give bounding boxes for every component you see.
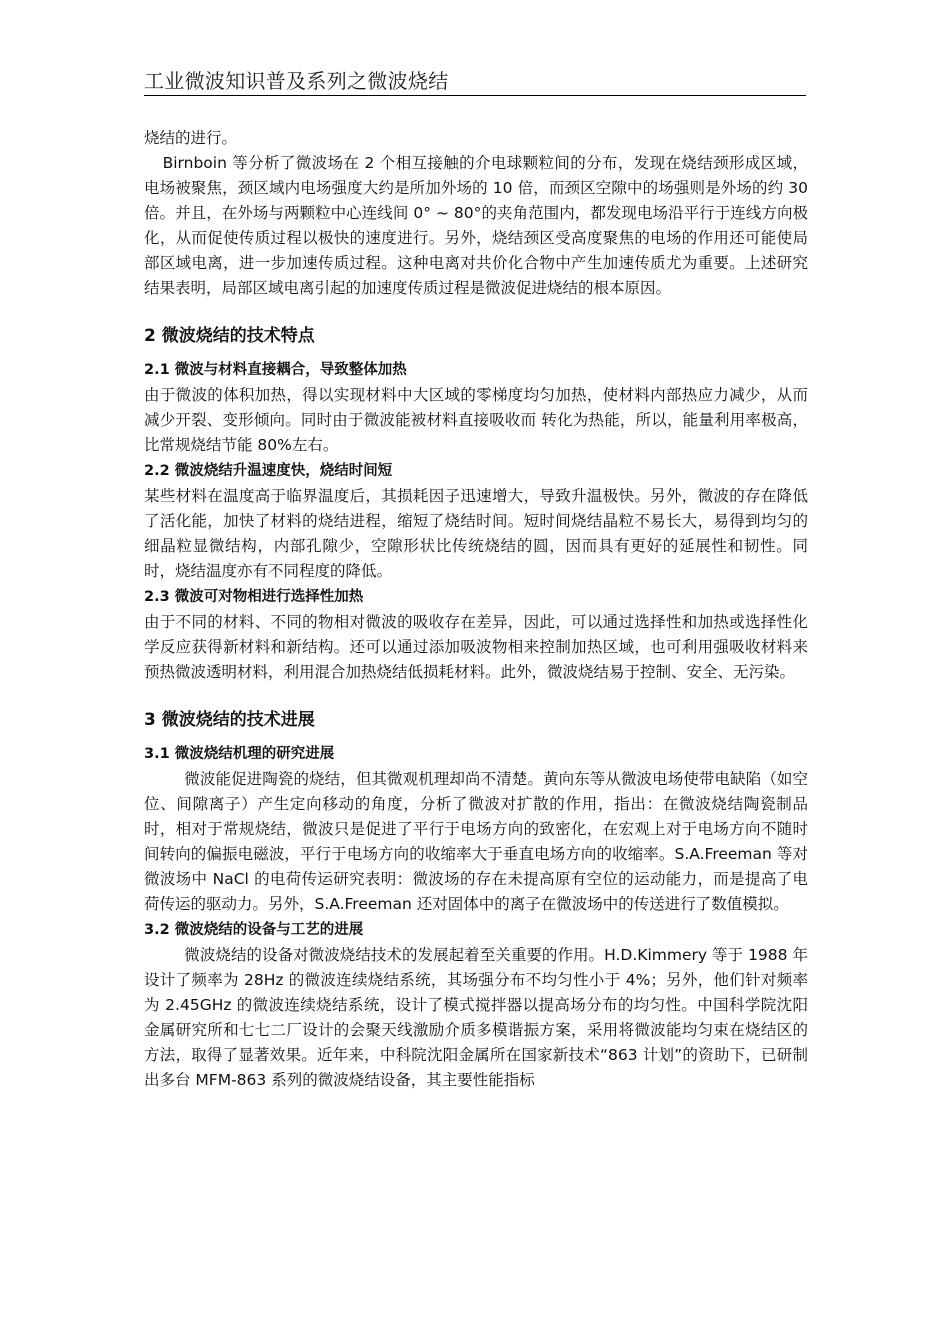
- section-2-2-text: 某些材料在温度高于临界温度后，其损耗因子迅速增大，导致升温极快。另外，微波的存在降低了活化能，加快了材料的烧结进程，缩短了烧结时间。短时间烧结晶粒不易长大，易得到均匀的细晶粒显微结构，内部孔隙少，空隙形状比传统烧结的圆，因而具有更好的延展性和韧性。同时，烧结温度亦有不同程度的降低。: [144, 487, 808, 580]
- document-body: [144, 126, 808, 1093]
- section-2-3-text: 由于不同的材料、不同的物相对微波的吸收存在差异，因此，可以通过选择性和加热或选择性化学反应获得新材料和新结构。还可以通过添加吸波物相来控制加热区域，也可利用强吸收材料来预热微波透明材料，利用混合加热烧结低损耗材料。此外，微波烧结易于控制、安全、无污染。: [144, 613, 808, 681]
- page-header-title: 工业微波知识普及系列之微波烧结: [144, 69, 449, 93]
- section-2-1-text: 由于微波的体积加热，得以实现材料中大区域的零梯度均匀加热，使材料内部热应力减少，从而减少开裂、变形倾向。同时由于微波能被材料直接吸收而 转化为热能，所以，能量利用率极高，比常规烧结节能 80%左右。: [144, 386, 808, 454]
- section-3-heading: 3 微波烧结的技术进展: [144, 710, 315, 730]
- section-2-2-heading: 2.2 微波烧结升温速度快，烧结时间短: [144, 463, 393, 479]
- section-3-1-heading: 3.1 微波烧结机理的研究进展: [144, 746, 335, 762]
- intro-paragraph: Birnboin 等分析了微波场在 2 个相互接触的介电球颗粒间的分布，发现在烧结颈形成区域，电场被聚焦，颈区域内电场强度大约是所加外场的 10 倍，而颈区空隙中的场强则是外场的约 30 倍。并且，在外场与两颗粒中心连线间 0° ~ 80°的夹角范围内，都发现电场沿平行于连线方向极化，从而促使传质过程以极快的速度进行。另外，烧结颈区受高度聚焦的电场的作用还可能使局部区域电离，进一步加速传质过程。这种电离对共价化合物中产生加速传质尤为重要。上述研究结果表明，局部区域电离引起的加速度传质过程是微波促进烧结的根本原因。: [144, 154, 808, 297]
- intro-continuation: 烧结的进行。: [144, 129, 238, 147]
- spacer: [144, 349, 808, 357]
- section-2-heading: 2 微波烧结的技术特点: [144, 326, 315, 346]
- spacer: [144, 685, 808, 707]
- header-divider: [144, 95, 806, 96]
- spacer: [144, 733, 808, 741]
- spacer: [144, 301, 808, 323]
- section-2-3-heading: 2.3 微波可对物相进行选择性加热: [144, 589, 364, 605]
- section-3-1-text: 微波能促进陶瓷的烧结，但其微观机理却尚不清楚。黄向东等从微波电场使带电缺陷（如空位、间隙离子）产生定向移动的角度，分析了微波对扩散的作用，指出：在微波烧结陶瓷制品时，相对于常规烧结，微波只是促进了平行于电场方向的致密化，在宏观上对于电场方向不随时间转向的偏振电磁波，平行于电场方向的收缩率大于垂直电场方向的收缩率。S.A.Freeman 等对微波场中 NaCl 的电荷传运研究表明：微波场的存在未提高原有空位的运动能力，而是提高了电荷传运的驱动力。另外，S.A.Freeman 还对固体中的离子在微波场中的传送进行了数值模拟。: [144, 770, 808, 913]
- section-2-1-heading: 2.1 微波与材料直接耦合，导致整体加热: [144, 362, 407, 378]
- section-3-2-text: 微波烧结的设备对微波烧结技术的发展起着至关重要的作用。H.D.Kimmery 等于 1988 年设计了频率为 28Hz 的微波连续烧结系统，其场强分布不均匀性小于 4%；另外，他们针对频率为 2.45GHz 的微波连续烧结系统，设计了模式搅拌器以提高场分布的均匀性。中国科学院沈阳金属研究所和七七二厂设计的会聚天线激励介质多模谐振方案，采用将微波能均匀束在烧结区的方法，取得了显著效果。近年来，中科院沈阳金属所在国家新技术“863 计划”的资助下，已研制出多台 MFM-863 系列的微波烧结设备，其主要性能指标: [144, 946, 808, 1089]
- section-3-2-heading: 3.2 微波烧结的设备与工艺的进展: [144, 922, 364, 938]
